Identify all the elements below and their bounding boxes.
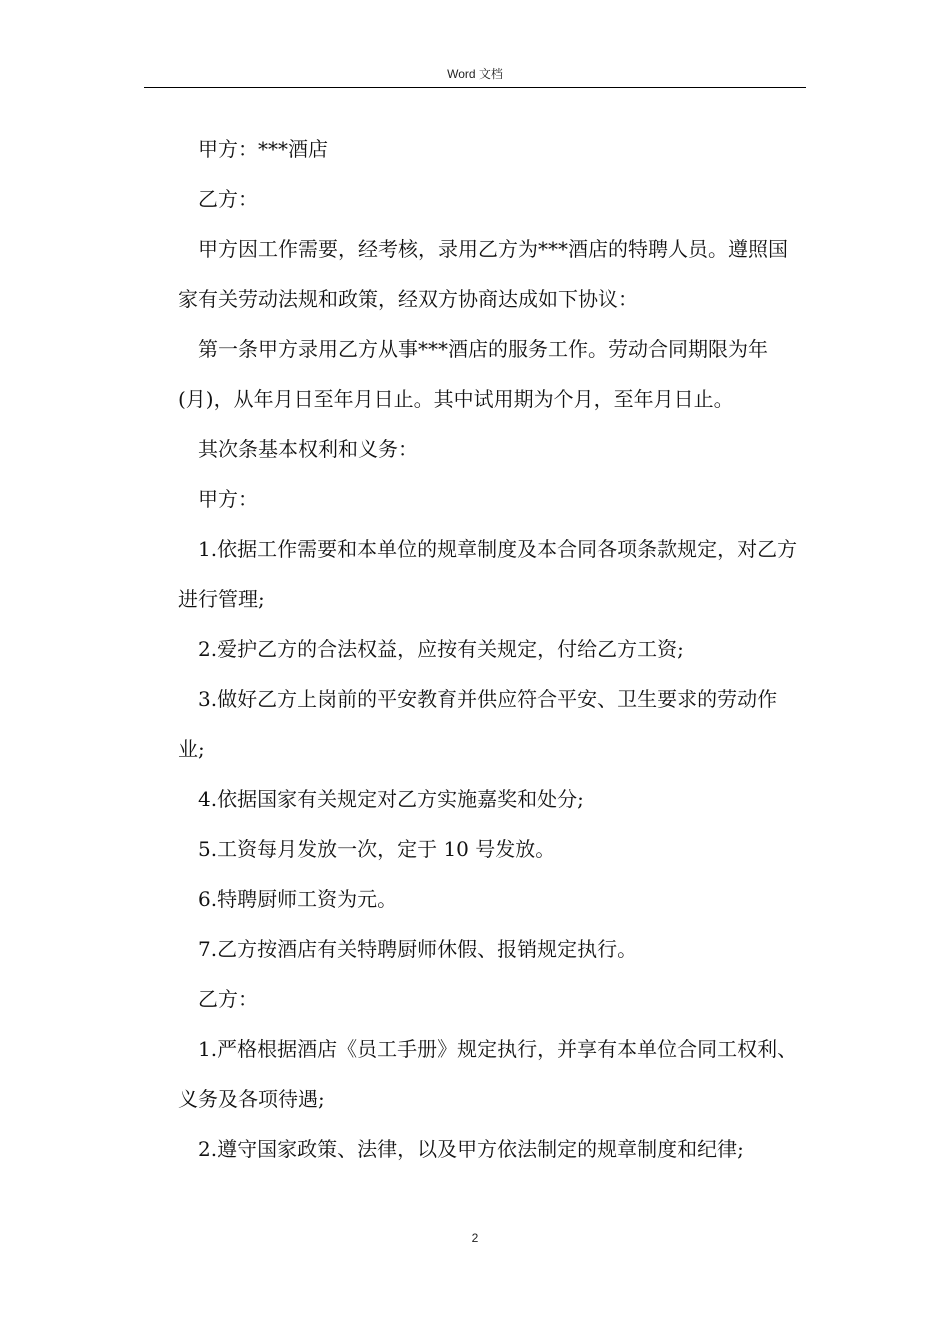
paragraph-intro: 甲方因工作需要，经考核，录用乙方为***酒店的特聘人员。遵照国家有关劳动法规和政策，经双方协商达成如下协议： bbox=[178, 237, 788, 311]
paragraph-party-b: 乙方： bbox=[198, 187, 258, 211]
paragraph-article-1: 第一条甲方录用乙方从事***酒店的服务工作。劳动合同期限为年(月)，从年月日至年月日止。其中试用期为个月，至年月日止。 bbox=[178, 337, 768, 411]
list-item: 4.依据国家有关规定对乙方实施嘉奖和处分; bbox=[198, 787, 584, 811]
list-item: 2.爱护乙方的合法权益，应按有关规定，付给乙方工资; bbox=[198, 637, 684, 661]
header-rule bbox=[144, 87, 806, 88]
list-item: 7.乙方按酒店有关特聘厨师休假、报销规定执行。 bbox=[198, 937, 638, 961]
paragraph-party-a-duties-heading: 甲方： bbox=[198, 487, 258, 511]
page-header: Word 文档 bbox=[447, 67, 503, 81]
list-item: 1.严格根据酒店《员工手册》规定执行，并享有本单位合同工权利、义务及各项待遇; bbox=[178, 1037, 798, 1111]
list-item: 5.工资每月发放一次，定于 10 号发放。 bbox=[198, 837, 556, 861]
paragraph-party-a: 甲方：***酒店 bbox=[198, 137, 328, 161]
list-item: 3.做好乙方上岗前的平安教育并供应符合平安、卫生要求的劳动作业; bbox=[178, 687, 778, 761]
list-item: 1.依据工作需要和本单位的规章制度及本合同各项条款规定，对乙方进行管理; bbox=[178, 537, 798, 611]
paragraph-party-b-duties-heading: 乙方： bbox=[198, 987, 258, 1011]
page-number: 2 bbox=[471, 1231, 479, 1245]
list-item: 2.遵守国家政策、法律，以及甲方依法制定的规章制度和纪律; bbox=[198, 1137, 744, 1161]
paragraph-article-2-heading: 其次条基本权利和义务： bbox=[198, 437, 418, 461]
document-body bbox=[178, 124, 798, 1174]
list-item: 6.特聘厨师工资为元。 bbox=[198, 887, 398, 911]
